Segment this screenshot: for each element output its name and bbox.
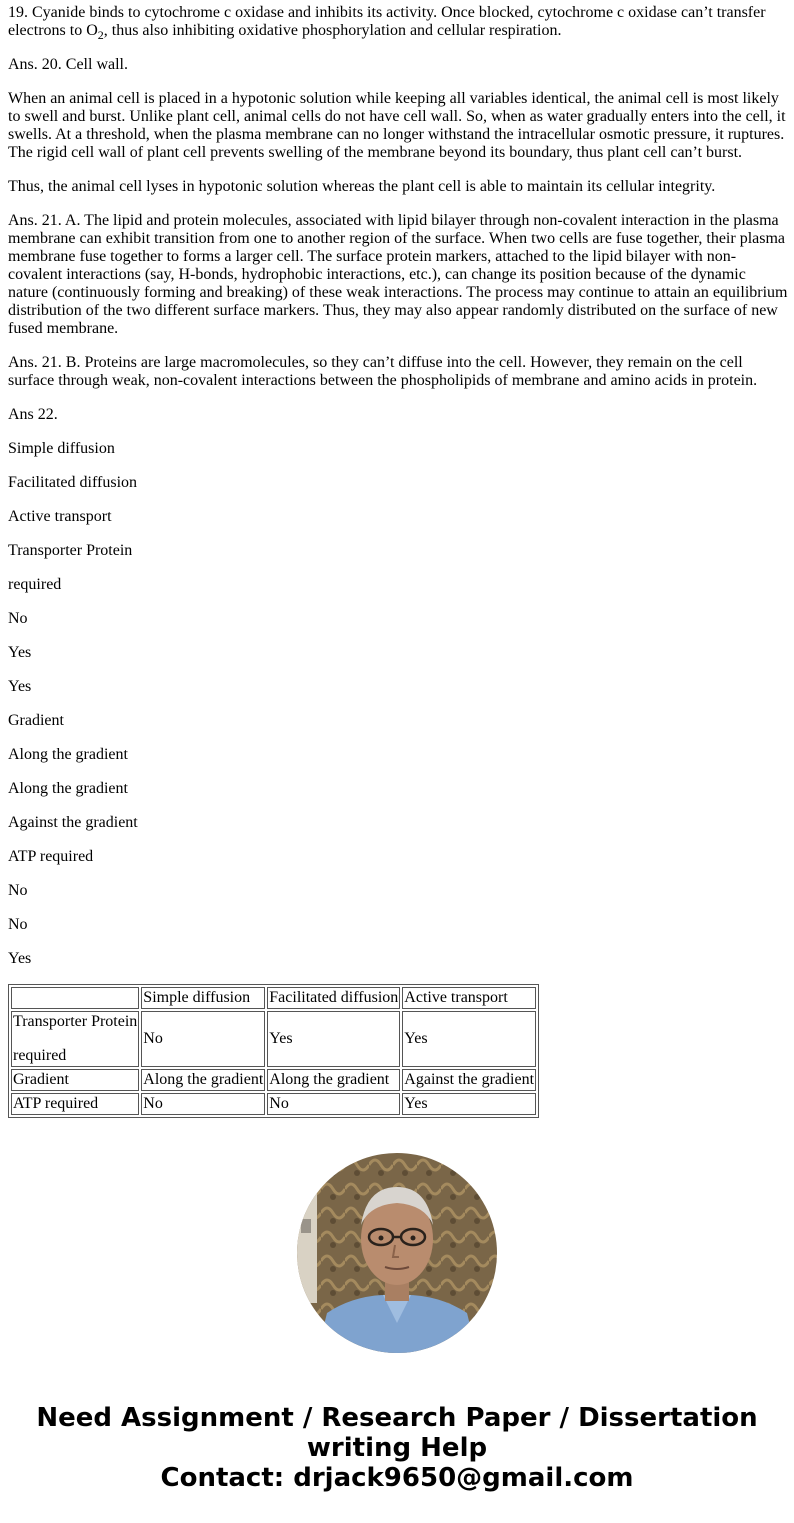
paragraph-ans21a: Ans. 21. A. The lipid and protein molecules, associated with lipid bilayer through non-covalent interaction in the plasma membrane can exhibit transition from one to another region of the surface. When two cells are fuse together, their plasma membrane fuse together to forms a larger cell. The surface protein markers, attached to the lipid bilayer with non-covalent interactions (say, H-bonds, hydrophobic interactions, etc.), can change its position because of the dynamic nature (continuously forming and breaking) of these weak interactions. The process may continue to attain an equilibrium distribution of the two different surface markers. Thus, they may also appear randomly distributed on the surface of new fused membrane.: [8, 212, 788, 337]
table-cell: Along the gradient: [141, 1069, 265, 1091]
table-cell: Against the gradient: [402, 1069, 536, 1091]
table-cell: Yes: [402, 1093, 536, 1115]
table-row-label-line: required: [13, 1047, 67, 1064]
table-row: [11, 1011, 536, 1067]
loose-line: Yes: [8, 644, 32, 661]
footer-line-1: Need Assignment / Research Paper / Dissertation: [36, 1403, 758, 1433]
table-row-label: [11, 1011, 139, 1067]
table-cell: Yes: [402, 1011, 536, 1067]
loose-line: ATP required: [8, 848, 94, 865]
table-row-label: Gradient: [11, 1069, 139, 1091]
table-cell: Yes: [267, 1011, 400, 1067]
table-row-label: ATP required: [11, 1093, 139, 1115]
paragraph-ans21b: Ans. 21. B. Proteins are large macromolecules, so they can’t diffuse into the cell. However, they remain on the cell surface through weak, non-covalent interactions between the phospholipids of membrane and amino acids in protein.: [8, 354, 758, 389]
table-cell: Along the gradient: [267, 1069, 400, 1091]
loose-line: No: [8, 610, 28, 627]
loose-line: Along the gradient: [8, 746, 128, 763]
author-photo: [297, 1153, 497, 1353]
paragraph-q19: [8, 4, 788, 40]
q19-text-start: 19. Cyanide binds to cytochrome c oxidase and inhibits its activity. Once blocked, cytochrome c oxidase can’t transfer electrons to O: [8, 4, 766, 39]
table-cell: No: [141, 1093, 265, 1115]
footer-line-2: writing Help: [306, 1433, 488, 1463]
loose-line: Facilitated diffusion: [8, 474, 138, 491]
loose-line: Simple diffusion: [8, 440, 115, 457]
table-row: [11, 1069, 536, 1091]
transport-comparison-table: [8, 984, 539, 1118]
loose-line: Against the gradient: [8, 814, 138, 831]
paragraph-ans20-body: When an animal cell is placed in a hypotonic solution while keeping all variables identical, the animal cell is most likely to swell and burst. Unlike plant cell, animal cells do not have cell wall. So, when as water gradually enters into the cell, it swells. At a threshold, when the plasma membrane can no longer withstand the intracellular osmotic pressure, it ruptures. The rigid cell wall of plant cell prevents swelling of the membrane beyond its boundary, thus plant cell can’t burst.: [8, 90, 786, 161]
author-portrait-image: [297, 1153, 497, 1353]
table-header-cell: [11, 987, 139, 1009]
loose-line: No: [8, 916, 28, 933]
footer-banner: [0, 1403, 794, 1493]
loose-lines: [8, 440, 788, 968]
table-header-cell: Simple diffusion: [141, 987, 265, 1009]
document-body: [8, 4, 788, 1118]
table-row: [11, 1093, 536, 1115]
loose-line: Yes: [8, 950, 32, 967]
loose-line: No: [8, 882, 28, 899]
table-header-cell: Facilitated diffusion: [267, 987, 400, 1009]
table-row-label-line: Transporter Protein: [13, 1013, 138, 1030]
table-header-row: [11, 987, 536, 1009]
table-cell: No: [267, 1093, 400, 1115]
loose-line: Active transport: [8, 508, 112, 525]
q19-subscript: 2: [97, 28, 104, 42]
loose-line: Gradient: [8, 712, 64, 729]
loose-line: Along the gradient: [8, 780, 128, 797]
paragraph-ans20-conclusion: Thus, the animal cell lyses in hypotonic solution whereas the plant cell is able to maintain its cellular integrity.: [8, 178, 716, 195]
loose-line: Transporter Protein: [8, 542, 133, 559]
table-cell: No: [141, 1011, 265, 1067]
paragraph-ans20-title: Ans. 20. Cell wall.: [8, 56, 128, 73]
loose-line: required: [8, 576, 62, 593]
table-header-cell: Active transport: [402, 987, 536, 1009]
q19-text-end: , thus also inhibiting oxidative phosphorylation and cellular respiration.: [103, 22, 562, 39]
paragraph-ans22-title: Ans 22.: [8, 406, 58, 423]
footer-contact: Contact: drjack9650@gmail.com: [160, 1463, 634, 1493]
loose-line: Yes: [8, 678, 32, 695]
